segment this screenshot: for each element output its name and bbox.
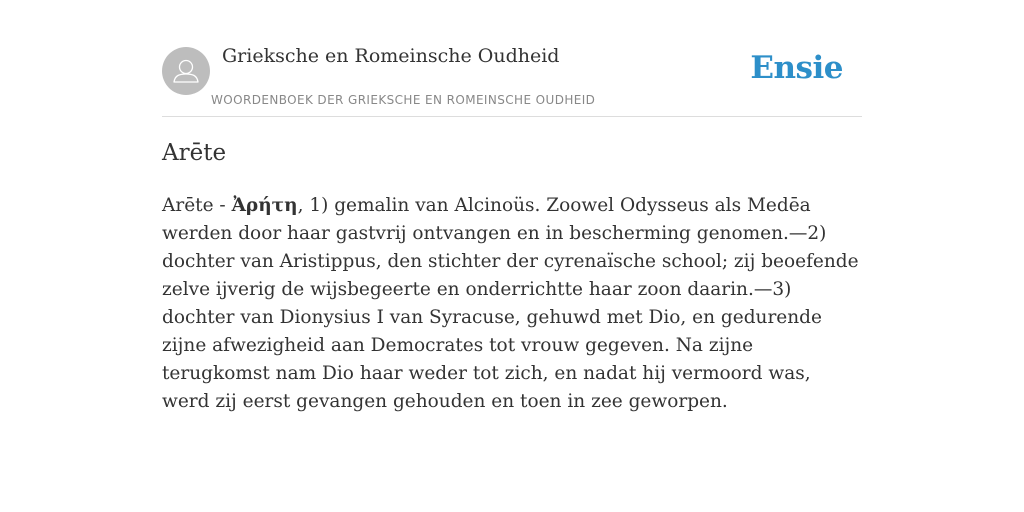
entry-greek-term: Ἀρήτη <box>231 195 298 216</box>
header <box>162 0 862 117</box>
site-subtitle: WOORDENBOEK DER GRIEKSCHE EN ROMEINSCHE OUDHEID <box>211 93 596 107</box>
user-avatar-icon[interactable] <box>162 47 210 95</box>
entry-term: Arēte <box>162 195 214 216</box>
page-container <box>162 0 862 412</box>
user-silhouette-icon <box>162 47 210 95</box>
entry-body: , 1) gemalin van Alcinoüs. Zoowel Odysseus als Medēa werden door haar gastvrij ontvangen en in bescherming genomen.—2) dochter van Aristippus, den stichter der cyrenaïsche school; zij beoefende zelve ijverig de wijsbegeerte en onderrichtte haar zoon daarin.—3) dochter van Dionysius I van Syracuse, gehuwd met Dio, en gedurende zijne afwezigheid aan Democrates tot vrouw gegeven. Na zijne terugkomst nam Dio haar weder tot zich, en nadat hij vermoord was, werd zij eerst gevangen gehouden en toen in zee geworpen. <box>162 195 859 412</box>
entry-separator: - <box>213 195 232 216</box>
site-title[interactable]: Grieksche en Romeinsche Oudheid <box>222 45 560 67</box>
page-title: Arēte <box>162 140 227 166</box>
brand-logo[interactable]: Ensie <box>750 50 843 86</box>
entry-text <box>162 192 862 416</box>
